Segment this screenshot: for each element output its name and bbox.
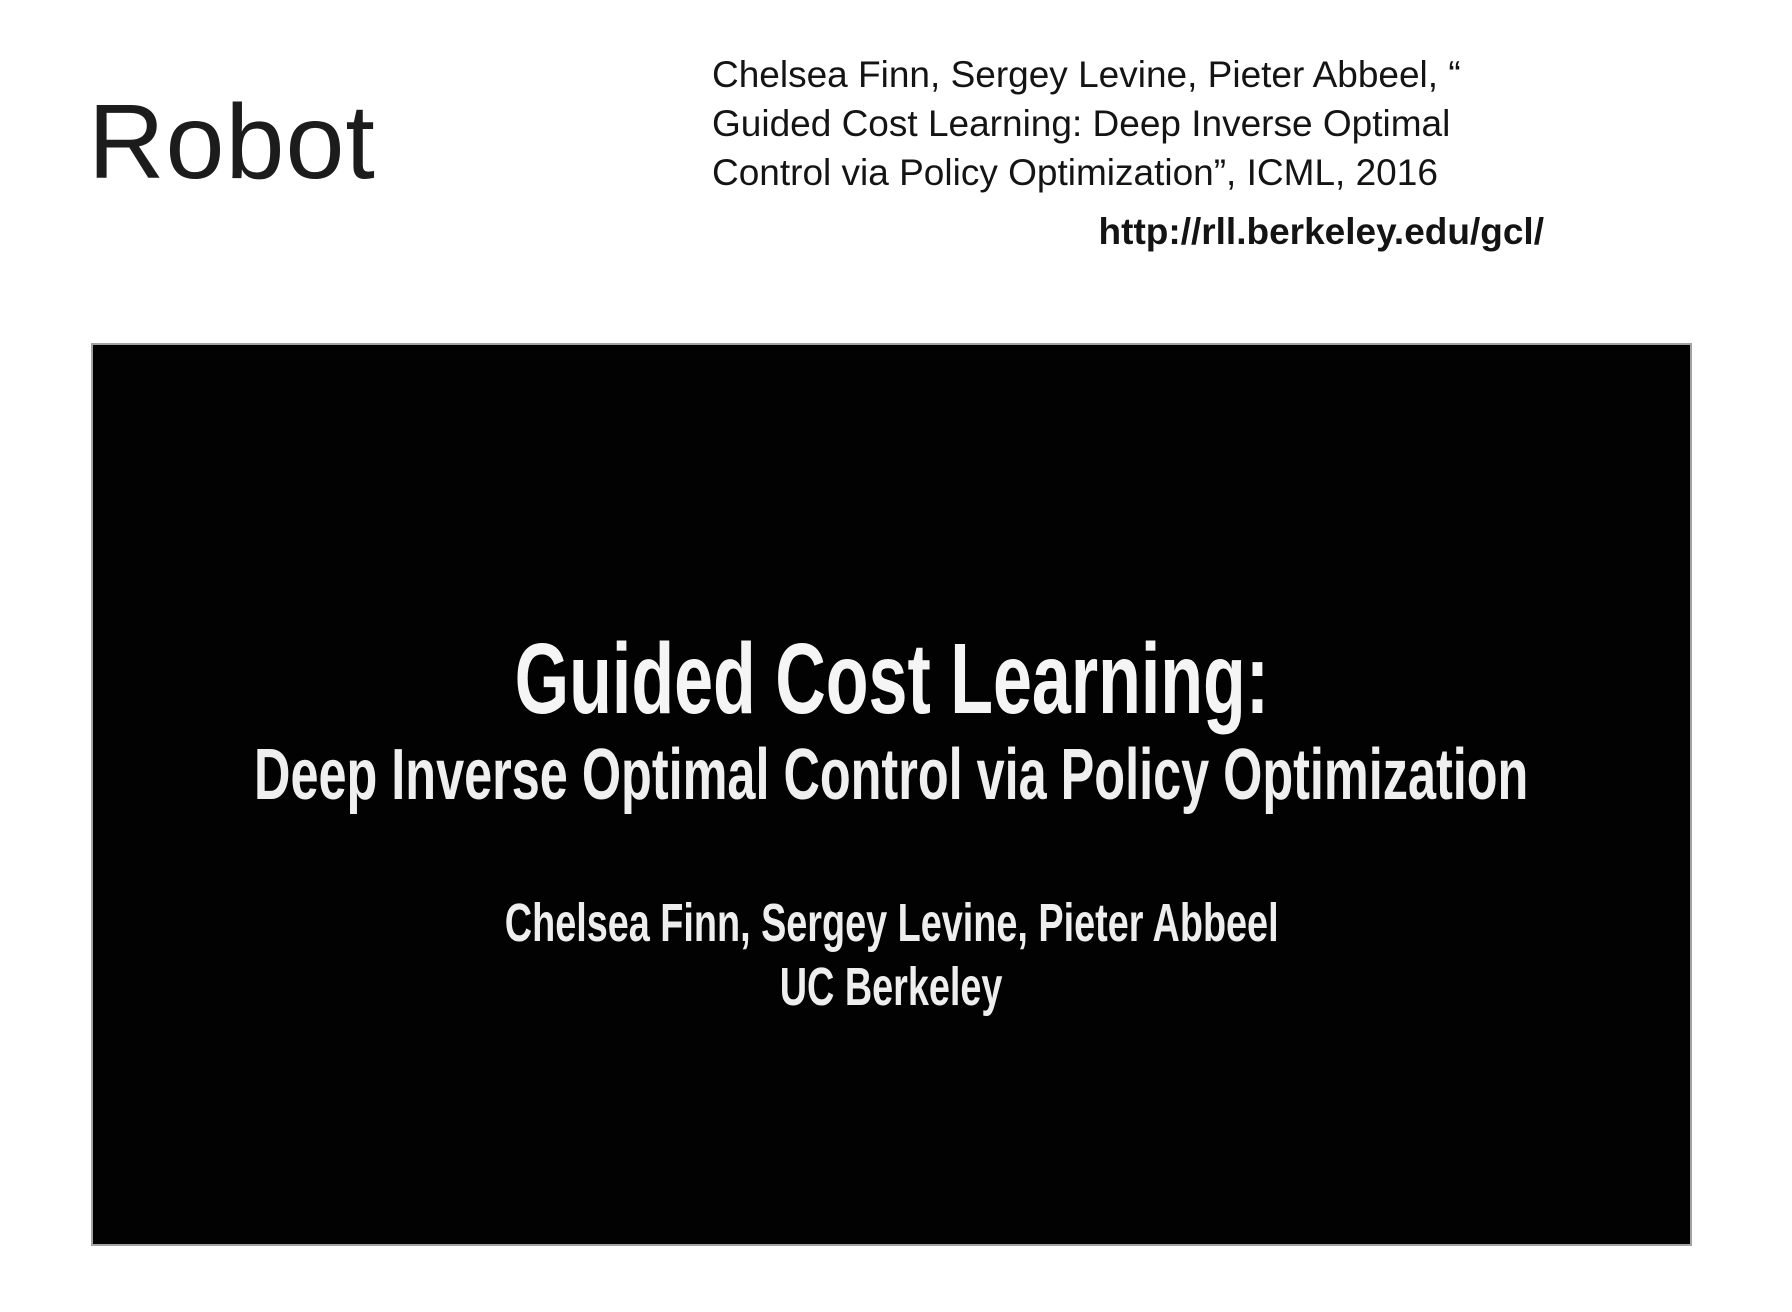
video-title: Guided Cost Learning: (514, 623, 1269, 735)
video-frame (91, 343, 1692, 1246)
citation-line: Guided Cost Learning: Deep Inverse Optimal (712, 103, 1451, 144)
slide-title: Robot (88, 83, 376, 201)
video-affiliation: UC Berkeley (780, 957, 1003, 1017)
citation-line: Chelsea Finn, Sergey Levine, Pieter Abbeel, “ (712, 54, 1461, 95)
video-authors: Chelsea Finn, Sergey Levine, Pieter Abbeel (504, 893, 1279, 953)
video-subtitle: Deep Inverse Optimal Control via Policy Optimization (254, 735, 1529, 815)
citation-url[interactable]: http://rll.berkeley.edu/gcl/ (1098, 211, 1544, 252)
citation-block (712, 50, 1544, 256)
citation-line: Control via Policy Optimization”, ICML, 2016 (712, 152, 1438, 193)
